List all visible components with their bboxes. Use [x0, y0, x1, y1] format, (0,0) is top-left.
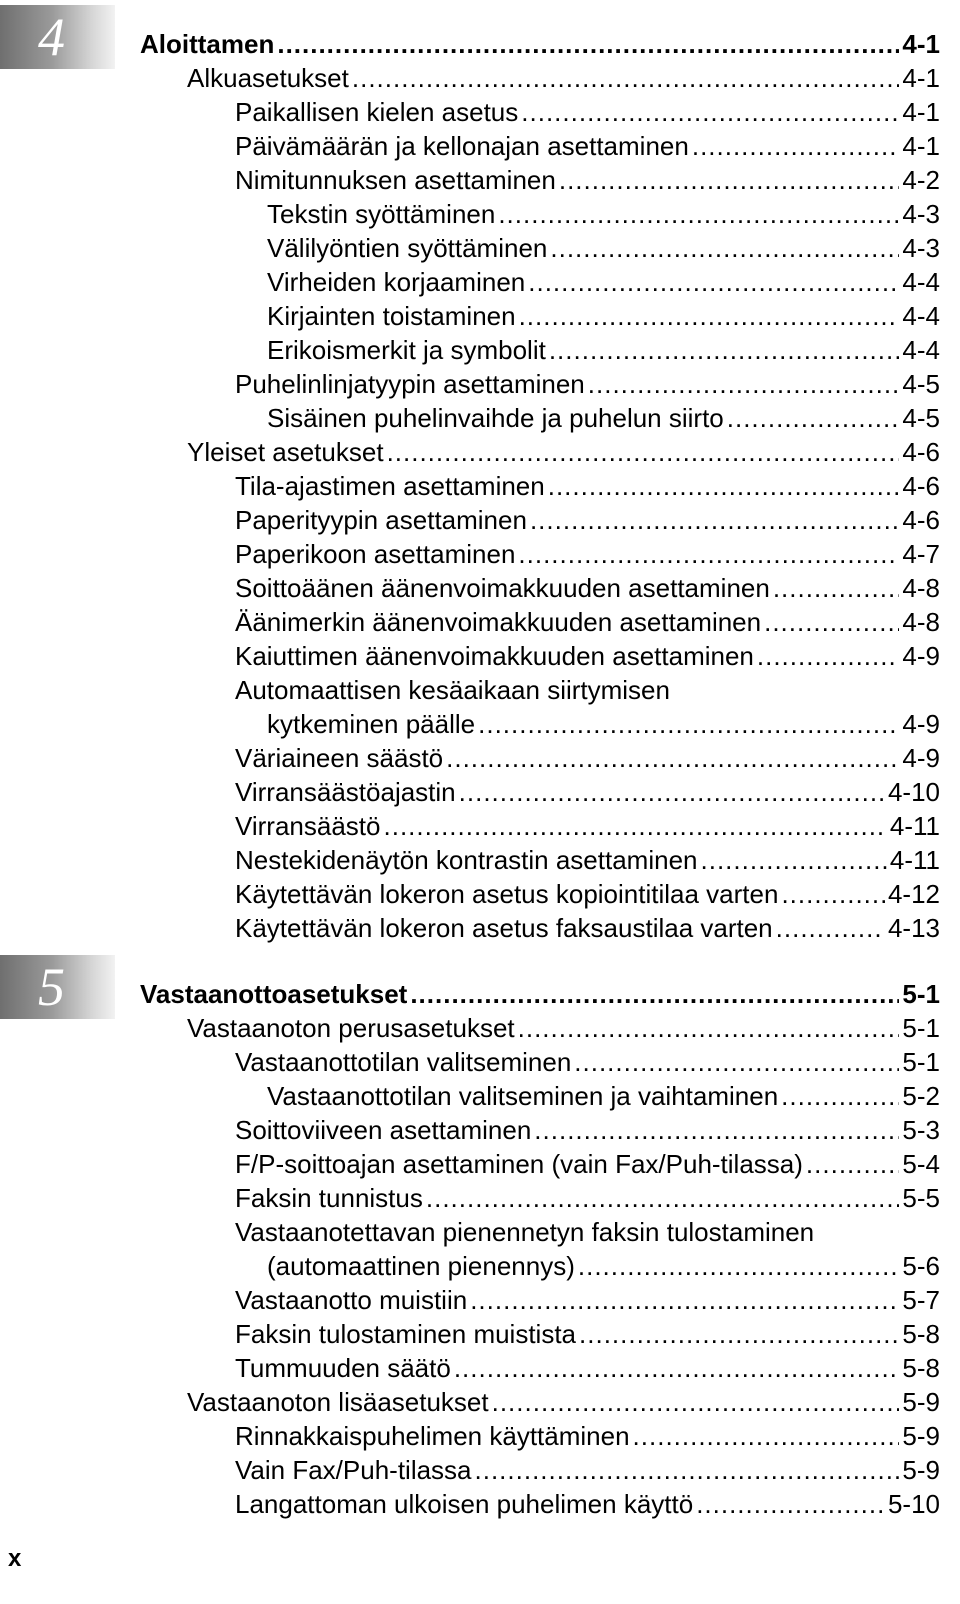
toc-page-number: 4-11: [889, 845, 940, 875]
leader-dots: [588, 367, 900, 401]
toc-entry-title: Vastaanotettavan pienennetyn faksin tulostaminen: [235, 1217, 815, 1247]
leader-dots: [692, 129, 900, 163]
leader-dots: [277, 27, 899, 61]
chapter-5-tab: [0, 955, 115, 1019]
toc-entry[interactable]: [267, 707, 940, 741]
toc-page-number: 4-4: [902, 335, 940, 365]
leader-dots: [548, 469, 900, 503]
leader-dots: [519, 299, 900, 333]
toc-entry[interactable]: [267, 1249, 940, 1283]
leader-dots: [806, 1147, 900, 1181]
leader-dots: [550, 231, 899, 265]
leader-dots: [773, 571, 900, 605]
toc-page-number: 5-1: [902, 1047, 940, 1077]
toc-entry[interactable]: [187, 1011, 940, 1045]
toc-entry-title: Tummuuden säätö: [235, 1353, 451, 1383]
toc-page-number: 4-8: [902, 573, 940, 603]
toc-page-number: 4-7: [902, 539, 940, 569]
toc-page-number: 5-9: [902, 1421, 940, 1451]
toc-page-number: 5-1: [902, 1013, 940, 1043]
toc-entry[interactable]: [267, 401, 940, 435]
toc-entry-title: Vastaanottoasetukset: [140, 979, 408, 1009]
toc-entry-title: Faksin tunnistus: [235, 1183, 423, 1213]
toc-entry[interactable]: [267, 333, 940, 367]
toc-entry-title: Kirjainten toistaminen: [267, 301, 516, 331]
toc-entry-title: Vain Fax/Puh-tilassa: [235, 1455, 472, 1485]
leader-dots: [781, 1079, 899, 1113]
toc-entry-title: Rinnakkaispuhelimen käyttäminen: [235, 1421, 630, 1451]
leader-dots: [426, 1181, 900, 1215]
toc-entry-title: Vastaanottotilan valitseminen ja vaihtaminen: [267, 1081, 779, 1111]
toc-entry[interactable]: [267, 197, 940, 231]
toc-entry[interactable]: [235, 367, 940, 401]
toc-page-number: 4-9: [902, 709, 940, 739]
toc-entry-title: Nestekidenäytön kontrastin asettaminen: [235, 845, 698, 875]
toc-entry-title: Nimitunnuksen asettaminen: [235, 165, 556, 195]
toc-entry-title: Välilyöntien syöttäminen: [267, 233, 548, 263]
toc-entry[interactable]: [235, 605, 940, 639]
toc-entry-title: Paperikoon asettaminen: [235, 539, 516, 569]
toc-page-number: 5-2: [902, 1081, 940, 1111]
toc-page-number: 4-11: [889, 811, 940, 841]
toc-page-number: 5-9: [902, 1387, 940, 1417]
toc-entry-title: Päivämäärän ja kellonajan asettaminen: [235, 131, 689, 161]
toc-page-number: 4-4: [902, 267, 940, 297]
chapter-number: 4: [38, 7, 65, 67]
leader-dots: [410, 977, 899, 1011]
toc-entry-title: Virheiden korjaaminen: [267, 267, 526, 297]
leader-dots: [757, 639, 900, 673]
leader-dots: [454, 1351, 900, 1385]
page-number: x: [8, 1545, 22, 1572]
toc-entry[interactable]: [267, 231, 940, 265]
toc-entry-title: kytkeminen päälle: [267, 709, 476, 739]
toc-page-number: 4-3: [902, 233, 940, 263]
toc-entry[interactable]: [235, 1419, 940, 1453]
toc-entry[interactable]: [235, 1317, 940, 1351]
toc-entry[interactable]: [235, 1181, 940, 1215]
leader-dots: [534, 1113, 899, 1147]
leader-dots: [776, 911, 885, 945]
toc-chapter-heading[interactable]: [140, 27, 940, 61]
toc-page-number: 5-9: [902, 1455, 940, 1485]
toc-entry[interactable]: [235, 775, 940, 809]
toc-entry[interactable]: [235, 503, 940, 537]
toc-entry-title: Virransäästö: [235, 811, 381, 841]
toc-entry[interactable]: [235, 163, 940, 197]
toc-chapter-heading[interactable]: [140, 977, 940, 1011]
toc-entry[interactable]: [235, 129, 940, 163]
toc-entry[interactable]: [187, 435, 940, 469]
toc-page-number: 4-1: [902, 97, 940, 127]
toc-entry[interactable]: [235, 1283, 940, 1317]
leader-dots: [579, 1317, 899, 1351]
toc-entry-title: (automaattinen pienennys): [267, 1251, 575, 1281]
toc-entry-title: Langattoman ulkoisen puhelimen käyttö: [235, 1489, 694, 1519]
toc-entry[interactable]: [235, 537, 940, 571]
leader-dots: [528, 265, 899, 299]
toc-page-number: 4-10: [887, 777, 940, 807]
leader-dots: [578, 1249, 900, 1283]
leader-dots: [696, 1487, 885, 1521]
toc-entry-title: F/P-soittoajan asettaminen (vain Fax/Puh-tilassa): [235, 1149, 803, 1179]
toc-page-number: 4-8: [902, 607, 940, 637]
toc-entry-title: Puhelinlinjatyypin asettaminen: [235, 369, 585, 399]
toc-entry-title: Vastaanoton lisäasetukset: [187, 1387, 489, 1417]
toc-entry-title: Tila-ajastimen asettaminen: [235, 471, 545, 501]
leader-dots: [387, 435, 900, 469]
toc-page-number: 4-6: [902, 505, 940, 535]
toc-page-number: 4-9: [902, 743, 940, 773]
toc-entry[interactable]: [235, 843, 940, 877]
leader-dots: [470, 1283, 899, 1317]
toc-entry[interactable]: [235, 741, 940, 775]
toc-entry-title: Käytettävän lokeron asetus faksaustilaa varten: [235, 913, 773, 943]
toc-entry[interactable]: [235, 911, 940, 945]
toc-entry-title: Alkuasetukset: [187, 63, 349, 93]
leader-dots: [633, 1419, 900, 1453]
toc-page-number: 4-4: [902, 301, 940, 331]
toc-entry[interactable]: [235, 1113, 940, 1147]
leader-dots: [475, 1453, 900, 1487]
toc-entry[interactable]: [235, 571, 940, 605]
toc-entry[interactable]: [187, 1385, 940, 1419]
toc-page-number: 4-2: [902, 165, 940, 195]
toc-entry-title: Aloittamen: [140, 29, 275, 59]
toc-entry[interactable]: [267, 1079, 940, 1113]
toc-page-number: 5-1: [902, 979, 940, 1009]
toc-entry[interactable]: [235, 1453, 940, 1487]
toc-page-number: 4-3: [902, 199, 940, 229]
toc-entry[interactable]: [267, 265, 940, 299]
leader-dots: [384, 809, 887, 843]
toc-entry[interactable]: [235, 1045, 940, 1079]
toc-entry-title: Kaiuttimen äänenvoimakkuuden asettaminen: [235, 641, 754, 671]
leader-dots: [518, 537, 899, 571]
toc-page-number: 5-5: [902, 1183, 940, 1213]
toc-entry-title: Erikoismerkit ja symbolit: [267, 335, 546, 365]
toc-entry[interactable]: [235, 809, 940, 843]
leader-dots: [521, 95, 899, 129]
toc-entry[interactable]: [235, 1147, 940, 1181]
toc-entry-title: Äänimerkin äänenvoimakkuuden asettaminen: [235, 607, 762, 637]
toc-page-number: 4-5: [902, 403, 940, 433]
toc-entry[interactable]: [187, 61, 940, 95]
toc-entry-title: Soittoviiveen asettaminen: [235, 1115, 532, 1145]
chapter-4-tab: [0, 5, 115, 69]
chapter-number: 5: [38, 957, 65, 1017]
leader-dots: [781, 877, 885, 911]
toc-entry-title: Käytettävän lokeron asetus kopiointitilaa varten: [235, 879, 779, 909]
toc-page-number: 4-5: [902, 369, 940, 399]
toc-entry[interactable]: [235, 469, 940, 503]
leader-dots: [352, 61, 900, 95]
toc-entry[interactable]: [235, 877, 940, 911]
toc-entry[interactable]: [235, 1351, 940, 1385]
leader-dots: [701, 843, 887, 877]
toc-page-number: 5-6: [902, 1251, 940, 1281]
leader-dots: [446, 741, 899, 775]
toc-entry[interactable]: [235, 639, 940, 673]
toc-entry[interactable]: [235, 1487, 940, 1521]
toc-page-number: 4-1: [902, 63, 940, 93]
toc-entry[interactable]: [267, 299, 940, 333]
leader-dots: [530, 503, 899, 537]
leader-dots: [574, 1045, 899, 1079]
leader-dots: [492, 1385, 900, 1419]
toc-entry-title: Faksin tulostaminen muistista: [235, 1319, 577, 1349]
toc-page-number: 4-9: [902, 641, 940, 671]
toc-entry-title: Paperityypin asettaminen: [235, 505, 527, 535]
toc-entry-first-line[interactable]: [235, 673, 940, 707]
toc-entry-title: Sisäinen puhelinvaihde ja puhelun siirto: [267, 403, 724, 433]
toc-page-number: 4-6: [902, 437, 940, 467]
toc-entry-title: Virransäästöajastin: [235, 777, 456, 807]
toc-entry-title: Soittoäänen äänenvoimakkuuden asettaminen: [235, 573, 770, 603]
toc-page-number: 4-1: [902, 131, 940, 161]
toc-entry-title: Väriaineen säästö: [235, 743, 444, 773]
leader-dots: [459, 775, 885, 809]
leader-dots: [518, 1011, 900, 1045]
leader-dots: [764, 605, 899, 639]
toc-page-number: 5-10: [887, 1489, 940, 1519]
toc-entry-title: Yleiset asetukset: [187, 437, 384, 467]
toc-page-number: 4-12: [887, 879, 940, 909]
toc-entry-title: Vastaanottotilan valitseminen: [235, 1047, 572, 1077]
toc-entry-title: Automaattisen kesäaikaan siirtymisen: [235, 675, 670, 705]
leader-dots: [549, 333, 900, 367]
toc-entry[interactable]: [235, 95, 940, 129]
toc-page-number: 4-6: [902, 471, 940, 501]
leader-dots: [498, 197, 899, 231]
toc-entry-first-line[interactable]: [235, 1215, 940, 1249]
leader-dots: [727, 401, 900, 435]
leader-dots: [478, 707, 899, 741]
toc-page-number: 5-8: [902, 1319, 940, 1349]
toc-entry-title: Paikallisen kielen asetus: [235, 97, 519, 127]
toc-page-number: 4-1: [902, 29, 940, 59]
toc-entry-title: Vastaanoton perusasetukset: [187, 1013, 515, 1043]
toc-entry-title: Tekstin syöttäminen: [267, 199, 496, 229]
toc-page-number: 5-7: [902, 1285, 940, 1315]
toc-page-number: 4-13: [887, 913, 940, 943]
toc-page-number: 5-3: [902, 1115, 940, 1145]
toc-page-number: 5-8: [902, 1353, 940, 1383]
toc-page-number: 5-4: [902, 1149, 940, 1179]
toc-entry-title: Vastaanotto muistiin: [235, 1285, 468, 1315]
leader-dots: [559, 163, 900, 197]
